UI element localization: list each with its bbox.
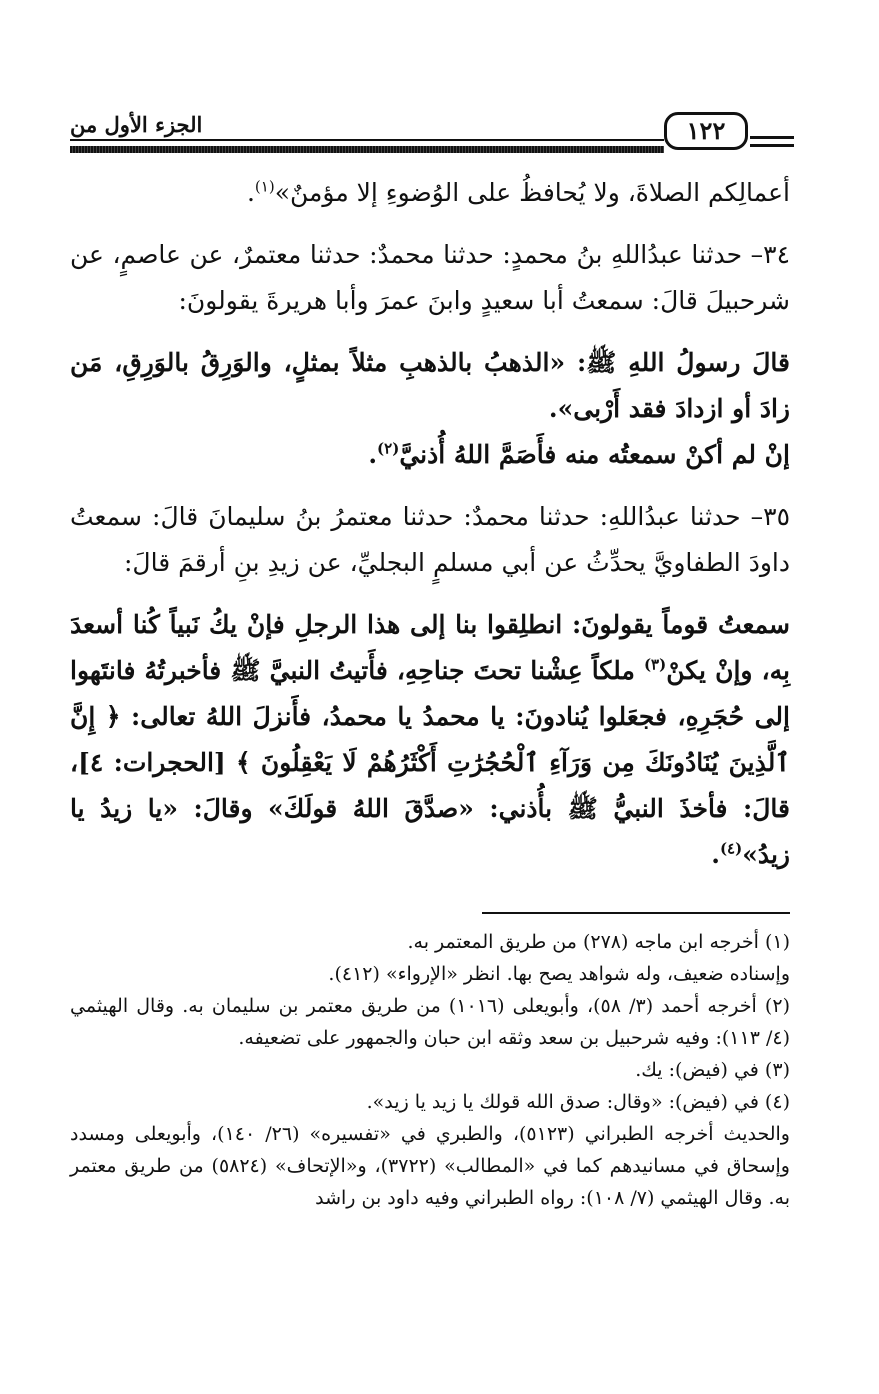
hadith-34-text: قالَ رسولُ اللهِ ﷺ: «الذهبُ بالذهبِ مثلاً بمثلٍ، والوَرِقُ بالوَرِقِ، مَن زادَ أو ازدادَ فقد أَرْبى».	[70, 348, 790, 423]
footnote-4: (٤) في (فيض): «وقال: صدق الله قولك يا زيد يا زيد».	[366, 1091, 790, 1113]
footnote-ref: (١)	[254, 177, 275, 196]
running-title: الجزء الأول من	[70, 112, 203, 137]
text-span: سمعتُ قوماً يقولونَ: انطلِقوا بنا إلى هذا الرجلِ فإنْ يكُ نَبياً كُنا أسعدَ بِه، وإنْ يكنْ	[70, 610, 790, 685]
header-rule-thin	[70, 139, 664, 141]
main-text	[70, 170, 790, 878]
footnote-ref: (٢)	[377, 439, 400, 458]
header-ornament-line	[750, 136, 794, 139]
footnotes	[70, 926, 790, 1214]
text-span: ملكاً عِشْنا تحتَ جناحِهِ، فأَتيتُ النبيَّ ﷺ فأخبرتُهُ فانتَهوا إلى حُجَرِهِ، فجعَلوا يُنادونَ: يا محمدُ يا محمدُ، فأَنزلَ اللهُ تعالى: ﴿ إِنَّ ٱلَّذِينَ يُنَادُونَكَ مِن وَرَآءِ ٱلْحُجُرَٰتِ أَكْثَرُهُمْ لَا يَعْقِلُونَ ﴾ [الحجرات: ٤]، قالَ: فأخذَ النبيُّ ﷺ بأُذني: «صدَّقَ اللهُ قولَكَ» وقالَ: «يا زيدُ يا زيدُ»	[70, 656, 790, 869]
hadith-35-chain: ٣٥– حدثنا عبدُاللهِ: حدثنا محمدٌ: حدثنا معتمرُ بنُ سليمانَ قالَ: سمعتُ داودَ الطفاويَّ يحدِّثُ عن أبي مسلمٍ البجليِّ، عن زيدِ بنِ أرقمَ قالَ:	[70, 502, 790, 577]
paragraph-continuation	[70, 170, 790, 216]
footnote-1-continuation: وإسناده ضعيف، وله شواهد يصح بها. انظر «الإرواء» (٤١٢).	[328, 963, 790, 985]
hadith-34-chain: ٣٤– حدثنا عبدُاللهِ بنُ محمدٍ: حدثنا محمدٌ: حدثنا معتمرٌ، عن عاصمٍ، عن شرحبيلَ قالَ: سمعتُ أبا سعيدٍ وابنَ عمرَ وأبا هريرةَ يقولونَ:	[70, 240, 790, 315]
footnote-2: (٢) أخرجه أحمد (٣/ ٥٨)، وأبويعلى (١٠١٦) من طريق معتمر بن سليمان به. وقال الهيثمي (٤/ ١١٣): وفيه شرحبيل بن سعد وثقه ابن حبان والجمهور على تضعيفه.	[70, 995, 790, 1049]
header-rule-thick	[70, 146, 664, 153]
footnote-ref: (٤)	[719, 839, 743, 858]
footnote-4-continuation: والحديث أخرجه الطبراني (٥١٢٣)، والطبري في «تفسيره» (٢٦/ ١٤٠)، وأبويعلى ومسدد وإسحاق في مسانيدهم كما في «المطالب» (٣٧٢٢)، و«الإتحاف» (٥٨٢٤) من طريق معتمر به. وقال الهيثمي (٧/ ١٠٨): رواه الطبراني وفيه داود بن راشد	[70, 1123, 790, 1209]
footnote-separator	[482, 912, 790, 914]
page-header	[70, 108, 794, 158]
hadith-35-text	[70, 602, 790, 878]
header-ornament-line	[750, 144, 794, 147]
text-span: .	[246, 178, 255, 207]
footnote-1: (١) أخرجه ابن ماجه (٢٧٨) من طريق المعتمر به.	[407, 931, 790, 953]
hadith-34-oath	[70, 432, 790, 478]
text-span: .	[368, 440, 378, 469]
footnote-3: (٣) في (فيض): يك.	[635, 1059, 790, 1081]
text-span: أعمالِكم الصلاةَ، ولا يُحافظُ على الوُضوءِ إلا مؤمنٌ»	[274, 178, 790, 207]
footnote-ref: (٣)	[643, 655, 667, 674]
text-span: .	[711, 840, 720, 869]
text-span: إنْ لم أكنْ سمعتُه منه فأَصَمَّ اللهُ أُذنيَّ	[399, 440, 790, 469]
page-number: ١٢٢	[664, 112, 748, 150]
